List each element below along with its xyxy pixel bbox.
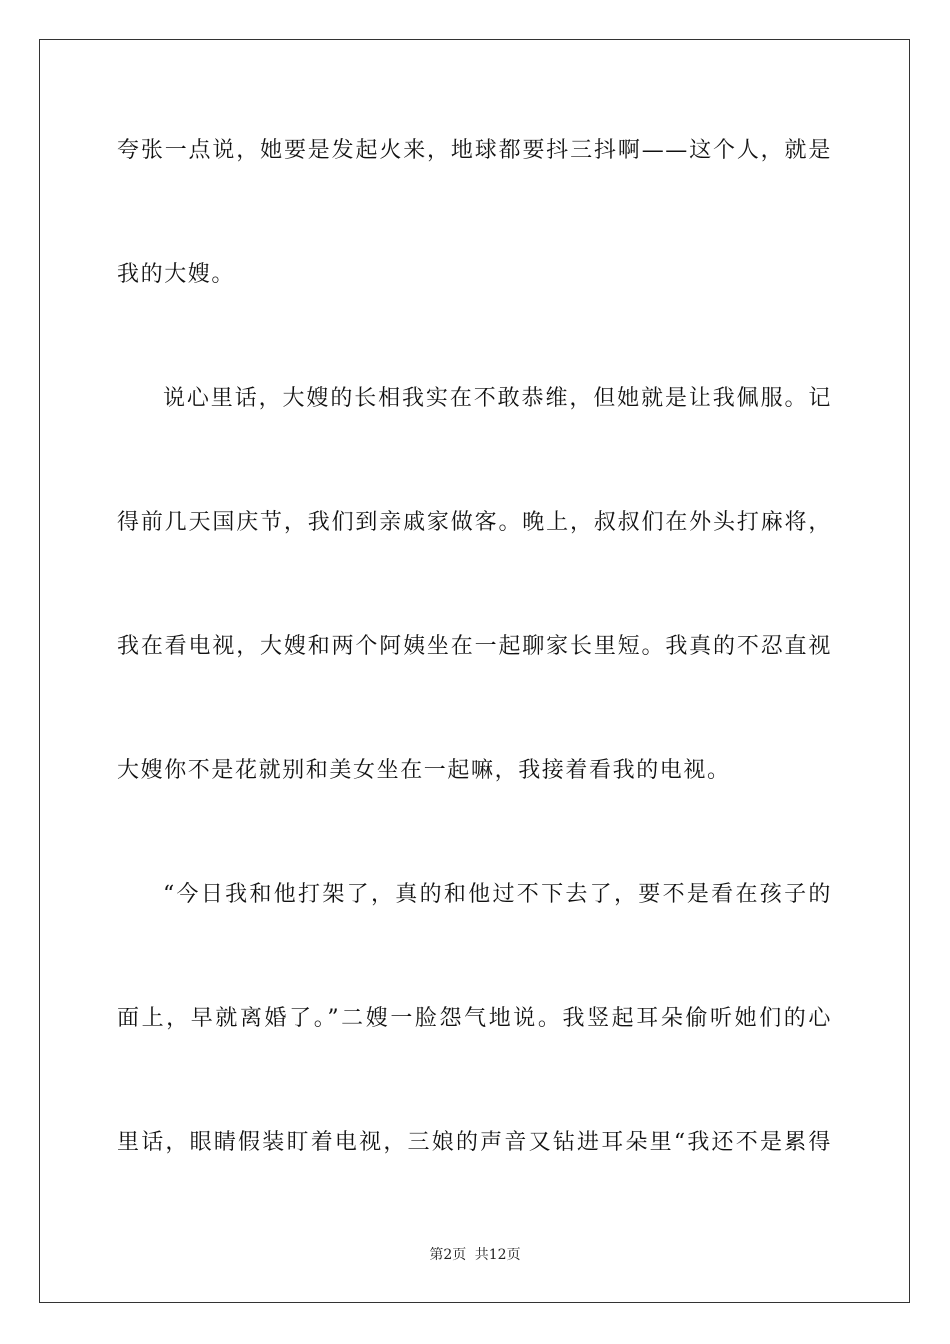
page-number: 第2页 [429,1247,467,1263]
paragraph-line: 得前几天国庆节，我们到亲戚家做客。晚上，叔叔们在外头打麻将， [117,510,832,535]
paragraph-line: 我在看电视，大嫂和两个阿姨坐在一起聊家长里短。我真的不忍直视 [117,634,832,659]
page-total: 共12页 [474,1247,521,1263]
paragraph-line: “今日我和他打架了，真的和他过不下去了，要不是看在孩子的 [163,882,832,907]
page-footer [0,1246,950,1264]
paragraph-line: 里话，眼睛假装盯着电视，三娘的声音又钻进耳朵里“我还不是累得 [117,1130,832,1155]
paragraph-line: 我的大嫂。 [117,262,236,287]
paragraph-line: 面上，早就离婚了。”二嫂一脸怨气地说。我竖起耳朵偷听她们的心 [117,1006,832,1031]
page-border [39,39,910,1303]
paragraph-line: 说心里话，大嫂的长相我实在不敢恭维，但她就是让我佩服。记 [163,386,832,411]
paragraph-line: 大嫂你不是花就别和美女坐在一起嘛，我接着看我的电视。 [117,758,731,783]
paragraph-line: 夸张一点说，她要是发起火来，地球都要抖三抖啊——这个人，就是 [117,138,832,163]
